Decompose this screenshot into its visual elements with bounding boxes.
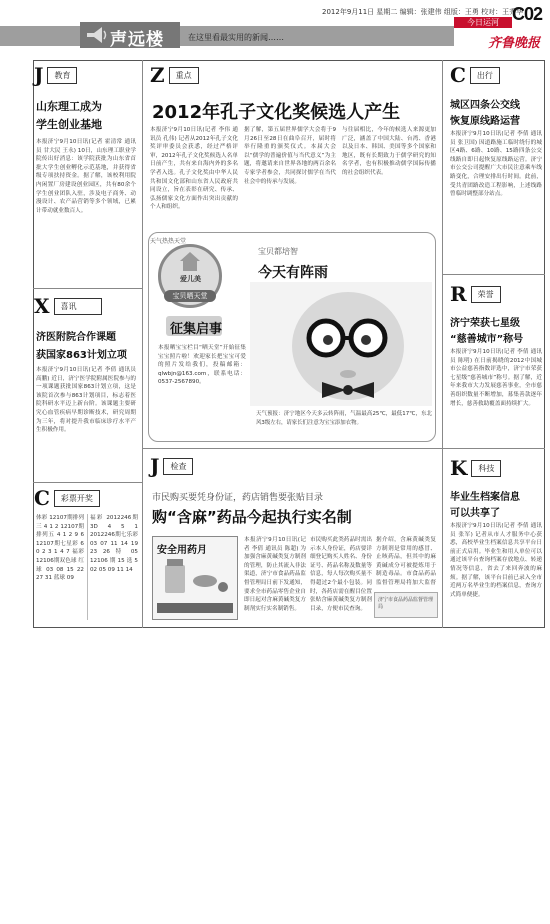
section-label-education xyxy=(34,63,77,87)
column-divider-left xyxy=(142,60,143,628)
section-name: 检查 xyxy=(163,458,193,475)
section-letter: Z xyxy=(150,63,165,87)
section-name: 荣誉 xyxy=(471,286,501,303)
section-label-happy-news xyxy=(34,294,102,318)
section-label-lottery xyxy=(34,486,100,510)
section-label-tech xyxy=(450,456,501,480)
recruit-body: 本报晒宝宝栏目“晒天堂”开始征集宝宝照片啦！欢迎家长把宝宝可爱的照片发给我们，投稿邮箱：qlwbjn@163.com，联系电话：0537-2567890。 xyxy=(158,345,246,386)
section-label-honor xyxy=(450,282,501,306)
badge-title: 宝贝晒天堂 xyxy=(164,290,216,302)
article-body: 本报济宁9月10日讯(记者 李倩 通讯员 陈超) 为加强含麻黄碱类复方制剂的管理，防止其流入非法渠道，济宁市食品药品监督管理局日前下发通知，要求全市药品零售企业自即日起对含麻黄碱类复方制剂实行实名制销售。 xyxy=(244,537,306,612)
article-body: 据了解，第五届世界儒学大会将于9月26日至28日在曲阜召开，届时将举行隆重的颁奖仪式。本届大会以“儒学的普遍价值与当代意义”为主题，将邀请来自世界各地的两百余名专家学者参会，共同探讨儒学在当代社会中的传承与发展。 xyxy=(244,127,336,185)
article-body: 本报济宁9月10日讯(记者 李伟 通讯员 孔伟) 记者从2012年孔子文化奖评审委员会获悉，经过严格评审，2012年孔子文化奖候选人名单日前产生，共有来自海内外的多名学者入选。孔子文化奖由中华人民共和国文化部和山东省人民政府共同设立，旨在表彰在研究、传承、弘扬儒家文化方面作出突出贡献的个人和组织。 xyxy=(150,127,238,211)
page-banner-title: 声远楼 xyxy=(110,30,164,50)
article-body: 本报济宁9月10日讯(记者 霍清常 通讯员 甘大民 王永) 10日，山东理工职业学院传出好消息：该学院获批为山东省首批大学生创业孵化示范基地，并获得省级专项扶持资金。据了解，该校利用院内闲置厂房建设创业园区，共有80余个学生创业团队入驻，涉及电子商务、动漫设计、农产品营销等多个领域，已累计带动就业数百人。 xyxy=(36,139,136,214)
section-letter: K xyxy=(450,456,468,480)
section-letter: J xyxy=(150,454,160,478)
section-letter: R xyxy=(450,282,467,306)
feature-headline: 今天有阵雨 xyxy=(258,265,328,281)
headline: “慈善城市”称号 xyxy=(450,334,524,345)
article-body: 市民购买此类药品时需出示本人身份证，药店要详细登记购买人姓名、身份证号、药品名称及数量等信息，每人每次购买量不得超过2个最小包装。同时，各药店需在醒目位置张贴含麻黄碱类复方制剂目录，方便市民查询。 xyxy=(310,537,372,612)
divider xyxy=(442,274,545,275)
article-body: 本报济宁9月10日讯(记者 李倩 通讯员 张卫国) 因道路施工临时绕行的城区4路、6路、10路、15路四条公交线路自即日起恢复原线路运营。济宁市公交公司提醒广大市民注意乘车线路变化，合理安排出行时间。此前，受共青团路改造工程影响，上述线路曾临时调整部分站点。 xyxy=(450,131,542,198)
headline: 城区四条公交线 xyxy=(450,100,520,111)
page-code: C02 xyxy=(512,4,543,24)
headline: 获国家863计划立项 xyxy=(36,350,127,361)
badge-brand: 爱儿美 xyxy=(180,275,201,283)
feature-kicker: 宝贝都培智 xyxy=(258,247,298,256)
section-name: 出行 xyxy=(470,67,500,84)
kicker: 市民购买要凭身份证，药店销售要张贴目录 xyxy=(152,493,324,503)
lottery-column-sports: 体彩 12107期排列三 4 1 2 12107期排列五 4 1 2 9 6 12107期七星彩 6 0 2 3 1 4 7 福彩 12106期双色球 红球 03 08 15 22 27 31 蓝球 09 xyxy=(36,515,84,582)
headline: 可以共享了 xyxy=(450,508,500,519)
badge-caption: 天气热热天堂 xyxy=(150,238,187,245)
divider xyxy=(33,482,142,483)
headline: 济医附院合作课题 xyxy=(36,332,116,343)
pill-bottle-icon xyxy=(161,557,231,597)
headline: 山东理工成为 xyxy=(36,100,102,113)
section-label-travel xyxy=(450,63,500,87)
section-letter: J xyxy=(34,63,44,87)
headline: 学生创业基地 xyxy=(36,118,102,131)
section-name: 科技 xyxy=(471,460,501,477)
section-name: 彩票开奖 xyxy=(54,490,100,507)
house-icon xyxy=(178,250,202,272)
newspaper-logo: 齐鲁晚报 xyxy=(488,36,541,51)
headline: 2012年孔子文化奖候选人产生 xyxy=(152,102,401,123)
section-letter: C xyxy=(450,63,466,87)
megaphone-icon xyxy=(84,23,108,47)
article-body: 据介绍，含麻黄碱类复方制剂是常用的感冒、止咳药品，但其中的麻黄碱成分可被提炼用于制造毒品。市食品药品监督管理局将加大监督 xyxy=(376,537,436,586)
article-body: 本报济宁9月10日讯(记者 李倩 通讯员 高鹏) 近日，济宁医学院附属医院参与的一项课题获批国家863计划立项，这是该院首次参与863计划项目，标志着医院科研水平迈上新台阶。该课题主要研究心血管疾病早期诊断技术，研究周期为三年，将对提升我市临床诊疗水平产生积极作用。 xyxy=(36,367,136,434)
agency-banner: 济宁市食品药品监督管理局 xyxy=(374,592,438,618)
section-tag: 今日运河 xyxy=(454,17,512,28)
notice-title: 安全用药月 xyxy=(157,545,207,556)
divider xyxy=(87,514,88,620)
divider xyxy=(33,288,142,289)
drug-safety-notice xyxy=(152,536,238,620)
column-divider-right xyxy=(442,60,443,628)
article-body: 本报济宁9月10日讯(记者 李倩 通讯员 陈明) 在日前揭晓的2012中国城市公益慈善指数评选中，济宁市荣获七星级“慈善城市”称号。据了解，近年来我市大力发展慈善事业，全市慈善组织数量不断增加，募集善款逐年增长，慈善救助覆盖面持续扩大。 xyxy=(450,349,542,407)
lottery-column-welfare: 福彩 2012246期3D 4 5 1 2012246期七乐彩 03 07 11 14 19 23 26 特 05 12106期15选5 02 05 09 11 14 xyxy=(90,515,138,573)
headline: 恢复原线路运营 xyxy=(450,116,520,127)
photo-caption: 天气预报：济宁地区今天多云转阵雨，气温最高25℃，最低17℃，东北风3级左右，请家长们注意为宝宝添加衣物。 xyxy=(256,411,432,426)
divider xyxy=(142,448,442,449)
section-name: 喜讯 xyxy=(54,298,102,315)
headline: 济宁荣获七星级 xyxy=(450,318,520,329)
section-name: 重点 xyxy=(169,67,199,84)
section-letter: X xyxy=(34,294,50,318)
divider xyxy=(442,448,545,449)
section-name: 教育 xyxy=(47,67,77,84)
section-label-inspection xyxy=(150,454,193,478)
baby-photo xyxy=(250,282,432,406)
recruit-title: 征集启事 xyxy=(170,322,223,337)
section-letter: C xyxy=(34,486,50,510)
notice-bar xyxy=(157,603,233,613)
article-body: 与往届相比，今年的候选人来源更加广泛，涵盖了中国大陆、台湾、香港以及日本、韩国、美国等多个国家和地区，既有长期致力于儒学研究的知名学者，也有积极推动儒学国际传播的社会组织代表。 xyxy=(342,127,436,176)
article-body: 本报济宁9月10日讯(记者 李倩 通讯员 张军) 记者从市人才服务中心获悉，高校毕业生档案信息共享平台日前正式启用。毕业生和用人单位可以通过该平台查询档案存放地点、转递情况等信息，省去了来回奔波的麻烦。据了解，该平台目前已录入全市近两万名毕业生的档案信息，查询方式简单便捷。 xyxy=(450,523,542,598)
page-banner-subtitle: 在这里看最实用的新闻…… xyxy=(188,33,284,42)
date-line: 2012年9月11日 星期二 编辑：张建伟 组版：王勇 校对：王秀华 xyxy=(322,8,524,16)
section-label-focus xyxy=(150,63,199,87)
headline: 毕业生档案信息 xyxy=(450,492,520,503)
headline: 购“含麻”药品今起执行实名制 xyxy=(152,508,352,526)
